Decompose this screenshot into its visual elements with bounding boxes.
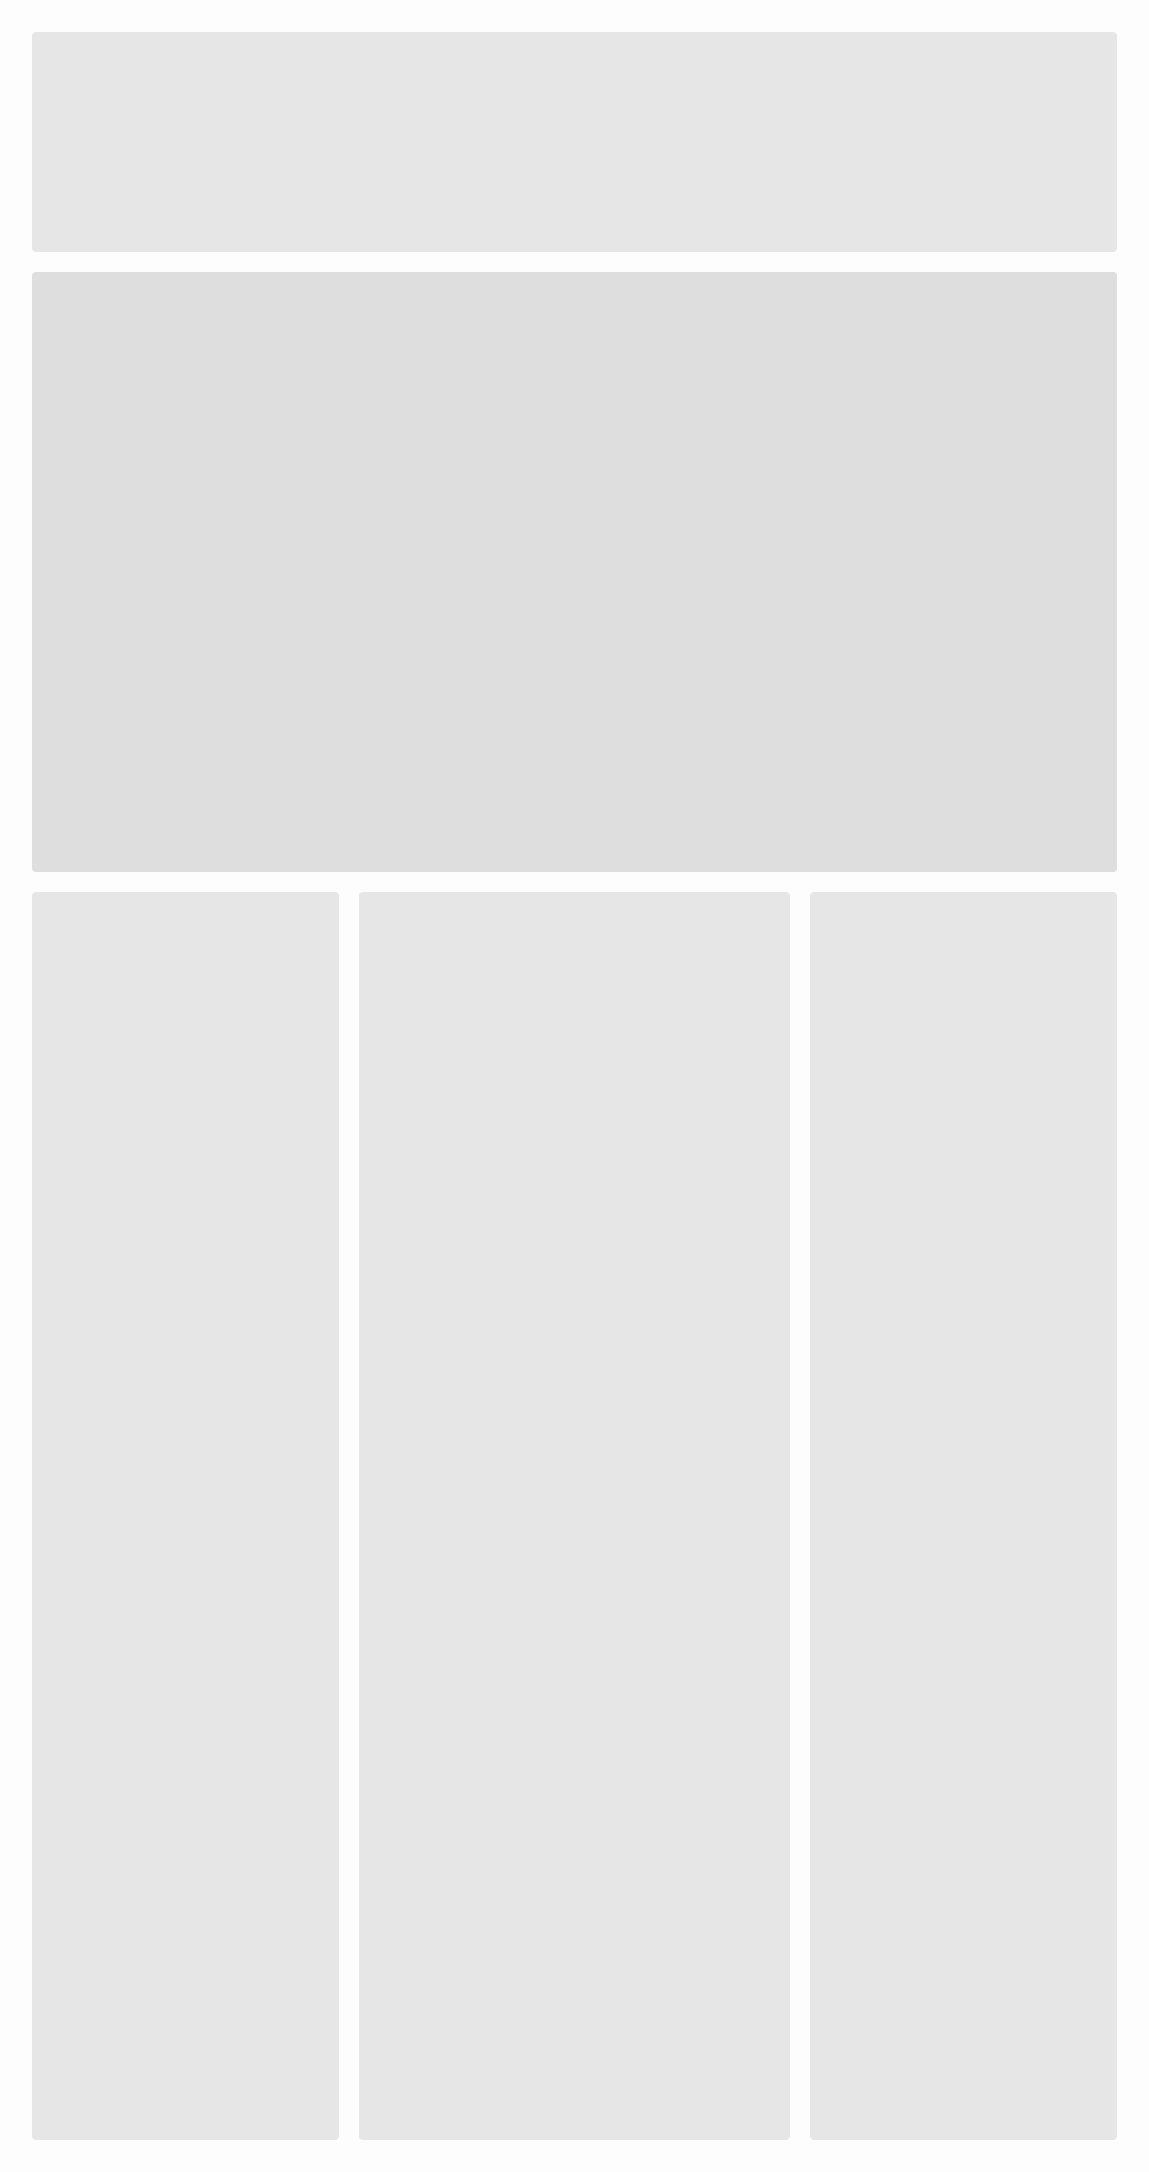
lead-article-block <box>32 272 1117 872</box>
right-column-block <box>810 892 1117 2140</box>
columns-row <box>32 892 1117 2140</box>
center-column-block <box>359 892 789 2140</box>
masthead-block <box>32 32 1117 252</box>
left-column-block <box>32 892 339 2140</box>
